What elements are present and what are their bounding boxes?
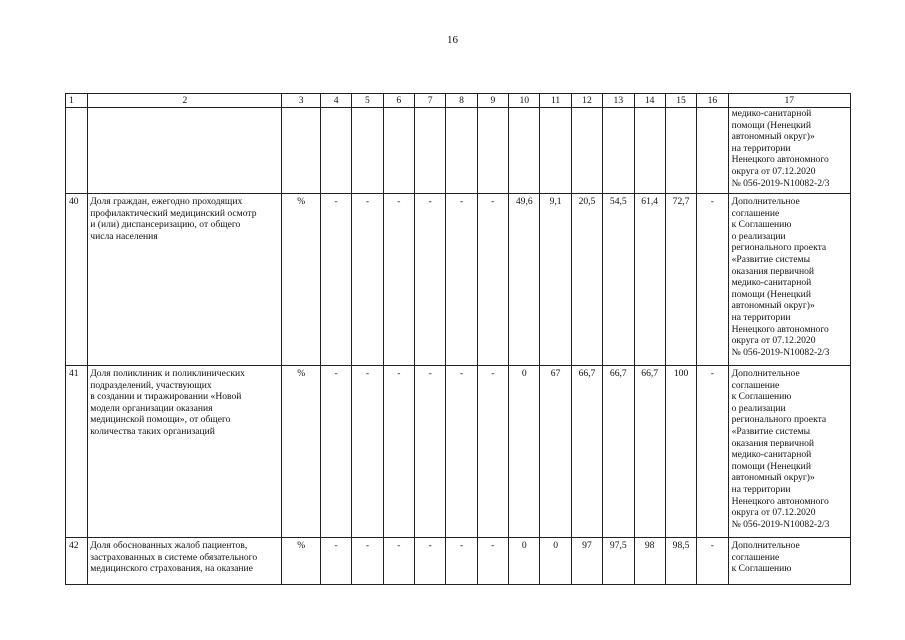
- value-cell: 0: [509, 538, 540, 585]
- column-header: 6: [383, 94, 414, 108]
- note-line: к Соглашению: [731, 391, 792, 403]
- column-header: 17: [728, 94, 850, 108]
- empty-cell: [665, 108, 696, 194]
- note-line: Дополнительное: [731, 196, 800, 207]
- note-line: регионального проекта: [731, 414, 827, 426]
- value-cell: -: [414, 194, 445, 366]
- note-line: оказания первичной: [731, 437, 815, 449]
- note-line: к Соглашению: [731, 219, 792, 231]
- value-cell: 61,4: [634, 194, 665, 366]
- note-cell: [728, 366, 850, 538]
- continuation-row: [66, 108, 851, 194]
- name-line: медицинского страхования, на оказание: [90, 563, 253, 575]
- name-line: модели организации оказания: [90, 402, 213, 414]
- column-header: 4: [320, 94, 351, 108]
- note-line: о реализации: [731, 230, 786, 242]
- value-cell: -: [414, 366, 445, 538]
- note-line: на территории: [731, 483, 791, 495]
- empty-cell: [320, 108, 351, 194]
- empty-cell: [282, 108, 320, 194]
- value-cell: 98,5: [665, 538, 696, 585]
- value-cell: 97,5: [603, 538, 634, 585]
- value-cell: -: [477, 538, 508, 585]
- header-row: [66, 94, 851, 108]
- note-line: медико-санитарной: [731, 108, 812, 119]
- note-line: помощи (Ненецкий: [731, 460, 811, 472]
- note-line: на территории: [731, 142, 791, 154]
- empty-cell: [88, 108, 282, 194]
- name-line: и (или) диспансеризацию, от общего: [90, 219, 241, 231]
- name-line: медицинской помощи», от общего: [90, 414, 231, 426]
- row-number: 41: [66, 366, 88, 538]
- value-cell: -: [383, 194, 414, 366]
- indicator-name: [88, 194, 282, 366]
- note-line: медико-санитарной: [731, 277, 812, 289]
- name-line: числа населения: [90, 230, 158, 242]
- value-cell: -: [697, 538, 728, 585]
- empty-cell: [634, 108, 665, 194]
- note-cell: [728, 194, 850, 366]
- value-cell: 20,5: [571, 194, 602, 366]
- note-line: помощи (Ненецкий: [731, 288, 811, 300]
- value-cell: -: [383, 366, 414, 538]
- column-header: 15: [665, 94, 696, 108]
- column-header: 8: [446, 94, 477, 108]
- note-line: Ненецкого автономного: [731, 495, 829, 507]
- column-header: 16: [697, 94, 728, 108]
- note-line: соглашение: [731, 379, 780, 391]
- note-line: Дополнительное: [731, 368, 800, 379]
- name-line: застрахованных в системе обязательного: [90, 551, 258, 563]
- note-line: помощи (Ненецкий: [731, 119, 811, 131]
- value-cell: 97: [571, 538, 602, 585]
- table-row: [66, 194, 851, 366]
- page-number: 16: [447, 34, 458, 46]
- note-line: к Соглашению: [731, 563, 792, 575]
- empty-cell: [571, 108, 602, 194]
- unit-cell: %: [282, 538, 320, 585]
- note-line: «Развитие системы: [731, 253, 811, 265]
- note-line: о реализации: [731, 402, 786, 414]
- value-cell: 66,7: [603, 366, 634, 538]
- empty-cell: [383, 108, 414, 194]
- value-cell: -: [446, 366, 477, 538]
- empty-cell: [477, 108, 508, 194]
- value-cell: 54,5: [603, 194, 634, 366]
- note-line: на территории: [731, 311, 791, 323]
- value-cell: -: [414, 538, 445, 585]
- value-cell: -: [477, 194, 508, 366]
- column-header: 10: [509, 94, 540, 108]
- column-header: 12: [571, 94, 602, 108]
- note-line: регионального проекта: [731, 242, 827, 254]
- row-number: 42: [66, 538, 88, 585]
- note-line: автономный округ)»: [731, 300, 815, 312]
- empty-cell: [66, 108, 88, 194]
- name-line: Доля граждан, ежегодно проходящих: [90, 196, 243, 207]
- note-line: Ненецкого автономного: [731, 154, 829, 166]
- value-cell: 98: [634, 538, 665, 585]
- name-line: в создании и тиражировании «Новой: [90, 391, 242, 403]
- empty-cell: [352, 108, 383, 194]
- column-header: 5: [352, 94, 383, 108]
- note-line: № 056-2019-N10082-2/3: [731, 177, 830, 189]
- value-cell: 0: [540, 538, 571, 585]
- note-line: Дополнительное: [731, 540, 800, 551]
- column-header: 2: [88, 94, 282, 108]
- value-cell: 9,1: [540, 194, 571, 366]
- value-cell: 49,6: [509, 194, 540, 366]
- note-cell: [728, 108, 850, 194]
- empty-cell: [603, 108, 634, 194]
- value-cell: -: [697, 194, 728, 366]
- note-line: автономный округ)»: [731, 472, 815, 484]
- column-header: 3: [282, 94, 320, 108]
- column-header: 13: [603, 94, 634, 108]
- column-header: 9: [477, 94, 508, 108]
- note-line: округа от 07.12.2020: [731, 165, 816, 177]
- value-cell: -: [320, 538, 351, 585]
- value-cell: 72,7: [665, 194, 696, 366]
- note-line: оказания первичной: [731, 265, 815, 277]
- note-line: округа от 07.12.2020: [731, 507, 816, 519]
- indicator-name: [88, 366, 282, 538]
- name-line: Доля обоснованных жалоб пациентов,: [90, 540, 248, 551]
- value-cell: 100: [665, 366, 696, 538]
- note-line: соглашение: [731, 207, 780, 219]
- note-line: № 056-2019-N10082-2/3: [731, 518, 830, 530]
- table-row: [66, 366, 851, 538]
- row-number: 40: [66, 194, 88, 366]
- indicator-name: [88, 538, 282, 585]
- empty-cell: [414, 108, 445, 194]
- value-cell: 66,7: [571, 366, 602, 538]
- empty-cell: [697, 108, 728, 194]
- column-header: 1: [66, 94, 88, 108]
- column-header: 7: [414, 94, 445, 108]
- name-line: Доля поликлиник и поликлинических: [90, 368, 245, 379]
- value-cell: -: [697, 366, 728, 538]
- value-cell: -: [446, 538, 477, 585]
- value-cell: -: [352, 194, 383, 366]
- indicators-table: [65, 93, 851, 585]
- empty-cell: [446, 108, 477, 194]
- note-line: округа от 07.12.2020: [731, 335, 816, 347]
- column-header: 11: [540, 94, 571, 108]
- note-line: соглашение: [731, 551, 780, 563]
- name-line: количества таких организаций: [90, 425, 215, 437]
- note-line: Ненецкого автономного: [731, 323, 829, 335]
- value-cell: -: [320, 366, 351, 538]
- column-header: 14: [634, 94, 665, 108]
- note-cell: [728, 538, 850, 585]
- value-cell: 66,7: [634, 366, 665, 538]
- empty-cell: [540, 108, 571, 194]
- unit-cell: %: [282, 366, 320, 538]
- value-cell: -: [446, 194, 477, 366]
- value-cell: -: [352, 366, 383, 538]
- note-line: автономный округ)»: [731, 131, 815, 143]
- value-cell: 67: [540, 366, 571, 538]
- table-row: [66, 538, 851, 585]
- note-line: медико-санитарной: [731, 449, 812, 461]
- empty-cell: [509, 108, 540, 194]
- value-cell: -: [320, 194, 351, 366]
- name-line: профилактический медицинский осмотр: [90, 207, 257, 219]
- note-line: «Развитие системы: [731, 425, 811, 437]
- value-cell: -: [383, 538, 414, 585]
- unit-cell: %: [282, 194, 320, 366]
- note-line: № 056-2019-N10082-2/3: [731, 346, 830, 358]
- name-line: подразделений, участвующих: [90, 379, 212, 391]
- value-cell: -: [352, 538, 383, 585]
- value-cell: 0: [509, 366, 540, 538]
- value-cell: -: [477, 366, 508, 538]
